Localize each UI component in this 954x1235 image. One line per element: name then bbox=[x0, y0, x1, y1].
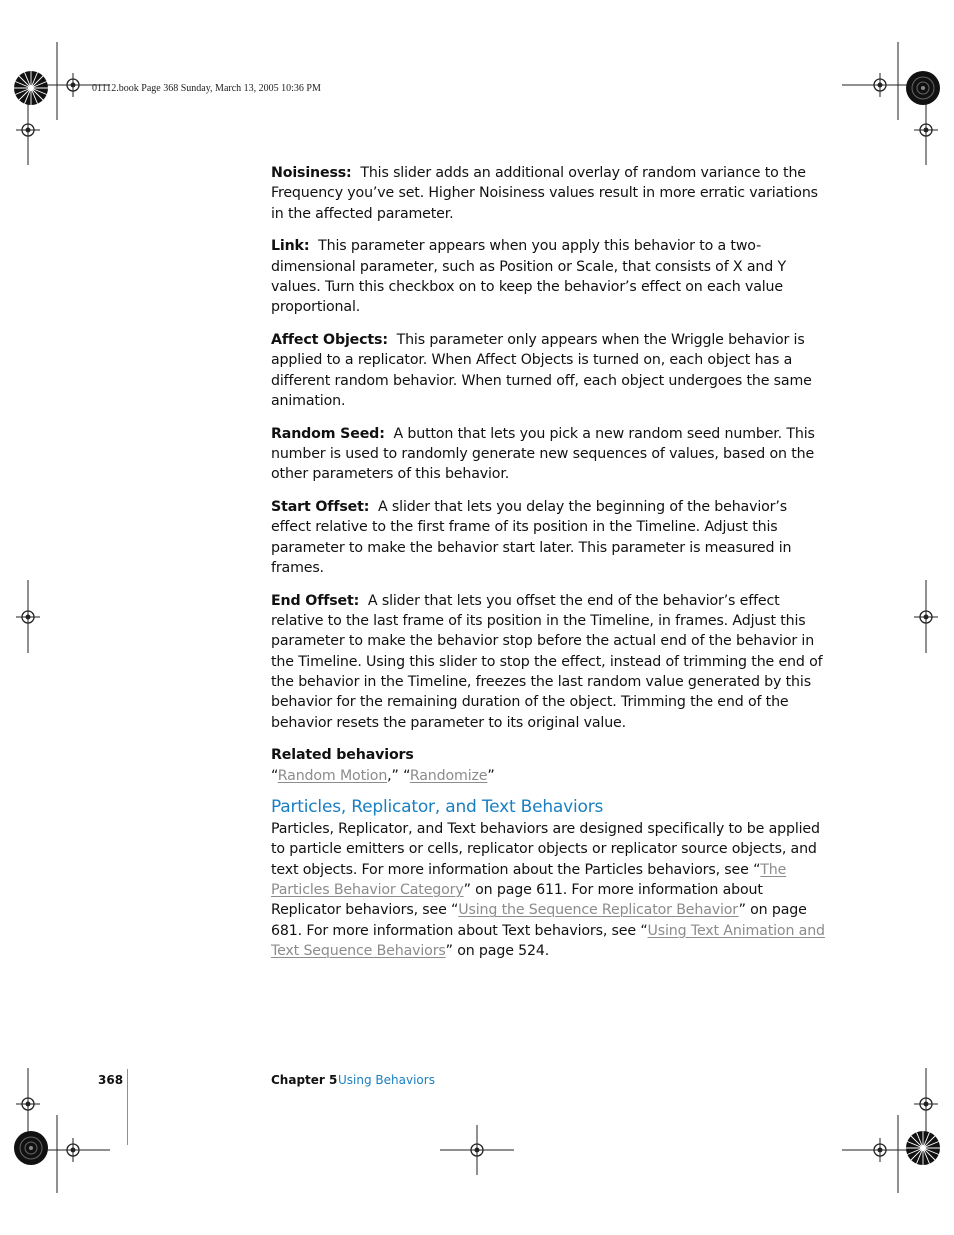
param-affect-objects bbox=[271, 330, 827, 411]
param-term: Affect Objects: bbox=[271, 332, 388, 349]
param-term: Random Seed: bbox=[271, 425, 385, 442]
param-term: Noisiness: bbox=[271, 165, 352, 181]
param-end-offset bbox=[271, 591, 827, 733]
section-text: ” on page 681. For more information about Text behaviors, see “ bbox=[271, 902, 807, 939]
param-text: This parameter appears when you apply this behavior to a two-dimensional parameter, such as Position or Scale, that consists of X and Y values. Turn this checkbox on to keep the behavior’s effect on each value proportional. bbox=[271, 238, 786, 316]
link-particles-behavior-category[interactable]: The Particles Behavior Category bbox=[271, 861, 787, 898]
param-text: A button that lets you pick a new random seed number. This number is used to randomly generate new sequences of values, based on the other parameters of this behavior. bbox=[271, 425, 815, 483]
page-body bbox=[271, 163, 827, 961]
param-term: Link: bbox=[271, 238, 310, 255]
book-header: 01112.book Page 368 Sunday, March 13, 2005 10:36 PM bbox=[92, 83, 321, 94]
footer-rule bbox=[127, 1069, 128, 1145]
related-behaviors-title: Related behaviors bbox=[271, 747, 414, 764]
param-start-offset bbox=[271, 497, 827, 578]
footer-chapter: Chapter 5 bbox=[271, 1073, 338, 1087]
param-text: This parameter only appears when the Wriggle behavior is applied to a replicator. When Affect Objects is turned on, each object has a different random behavior. When turned off, each object undergoes the same animation. bbox=[271, 332, 812, 409]
param-link bbox=[271, 236, 827, 317]
param-text: A slider that lets you offset the end of the behavior’s effect relative to the last frame of its position in the Timeline, in frames. Adjust this parameter to make the behavior stop before the actual end of the behavior in the Timeline. Using this slider to stop the effect, instead of trimming the end of the behavior in the Timeline, freezes the last random value generated by this behavior for the remaining duration of the object. Trimming the end of the behavior resets the parameter to its original value. bbox=[271, 592, 823, 731]
quote: ” bbox=[487, 767, 495, 784]
related-behaviors-links bbox=[271, 766, 827, 786]
footer-chapter-title: Using Behaviors bbox=[338, 1073, 435, 1087]
param-noisiness bbox=[271, 163, 827, 224]
section-heading: Particles, Replicator, and Text Behaviors bbox=[271, 797, 604, 818]
quote: “ bbox=[271, 767, 278, 784]
link-text-animation-behaviors[interactable]: Using Text Animation and Text Sequence Behaviors bbox=[271, 922, 825, 959]
section-text: ” on page 611. For more information about Replicator behaviors, see “ bbox=[271, 881, 763, 919]
link-random-motion[interactable]: Random Motion bbox=[277, 767, 388, 784]
param-text: This slider adds an additional overlay of random variance to the Frequency you’ve set. Higher Noisiness values result in more erratic variations in the affected parameter. bbox=[271, 165, 818, 222]
page-number: 368 bbox=[98, 1073, 124, 1087]
param-text: A slider that lets you delay the beginning of the behavior’s effect relative to the first frame of its position in the Timeline. Adjust this parameter to make the behavior start later. This parameter is measured in frames. bbox=[271, 499, 792, 577]
link-sequence-replicator-behavior[interactable]: Using the Sequence Replicator Behavior bbox=[458, 902, 739, 919]
param-term: End Offset: bbox=[271, 592, 360, 609]
section-text: ” on page 524. bbox=[445, 942, 550, 959]
link-randomize[interactable]: Randomize bbox=[409, 767, 488, 784]
section-paragraph bbox=[271, 819, 827, 961]
param-term: Start Offset: bbox=[271, 499, 370, 516]
section-text: Particles, Replicator, and Text behaviors are designed specifically to be applied to particle emitters or cells, replicator objects or replicator source objects, and text objects. For more information about the Particles behaviors, see “ bbox=[271, 821, 820, 878]
param-random-seed bbox=[271, 424, 827, 485]
separator: ,” “ bbox=[387, 767, 410, 784]
